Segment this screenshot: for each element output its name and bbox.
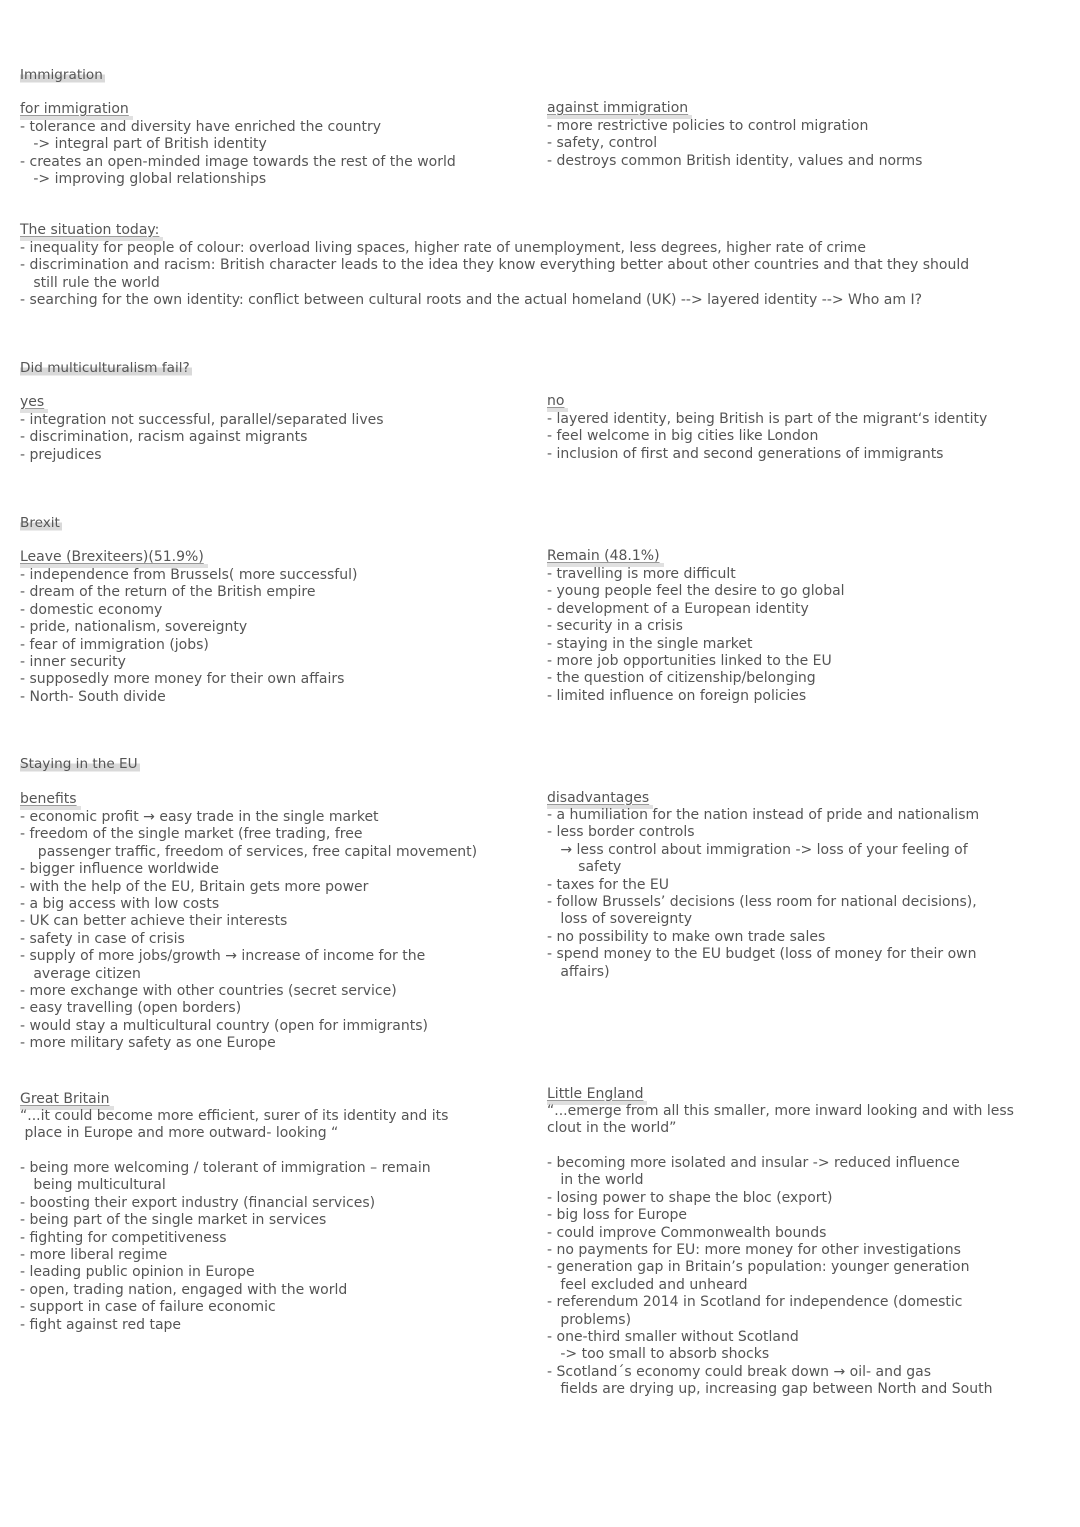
list-item: - North- South divide	[20, 688, 166, 705]
list-item: - open, trading nation, engaged with the world	[20, 1281, 348, 1298]
list-item: passenger traffic, freedom of services, free capital movement)	[20, 843, 478, 860]
list-item: - more job opportunities linked to the EU	[547, 653, 832, 670]
list-item: - more exchange with other countries (secret service)	[20, 983, 397, 1000]
list-item: - a big access with low costs	[20, 896, 220, 913]
list-item: - inclusion of first and second generations of immigrants	[547, 445, 944, 462]
section-heading-immigration: Immigration	[20, 67, 103, 83]
list-item: average citizen	[20, 965, 141, 982]
list-item: - domestic economy	[20, 601, 163, 618]
list-item: - Scotland´s economy could break down → oil- and gas	[547, 1363, 932, 1380]
list-item: - fear of immigration (jobs)	[20, 636, 209, 653]
section-heading-brexit: Brexit	[20, 515, 60, 531]
list-item: -> integral part of British identity	[20, 136, 267, 153]
great-britain-list	[20, 1160, 520, 1334]
list-item: - security in a crisis	[547, 618, 683, 635]
against-immigration-list	[547, 118, 1057, 170]
quote-line: clout in the world”	[547, 1120, 677, 1137]
section-heading-staying-in-eu: Staying in the EU	[20, 756, 138, 772]
list-item: feel excluded and unheard	[547, 1276, 748, 1293]
list-item: - supposedly more money for their own affairs	[20, 671, 345, 688]
list-item: - more military safety as one Europe	[20, 1035, 276, 1052]
quote-line: “...emerge from all this smaller, more inward looking and with less	[547, 1103, 1014, 1119]
list-item: -> improving global relationships	[20, 171, 267, 188]
list-item: - inner security	[20, 654, 126, 671]
list-item: problems)	[547, 1311, 632, 1328]
list-item: - creates an open-minded image towards the rest of the world	[20, 153, 456, 170]
list-item: - staying in the single market	[547, 635, 753, 652]
list-item: affairs)	[547, 963, 610, 980]
list-item: - travelling is more difficult	[547, 566, 736, 582]
list-item: - safety, control	[547, 135, 658, 152]
list-item: - safety in case of crisis	[20, 930, 185, 947]
list-item: - follow Brussels’ decisions (less room for national decisions),	[547, 894, 977, 911]
little-england-list	[547, 1155, 1057, 1399]
no-list	[547, 411, 1057, 463]
list-item: - becoming more isolated and insular -> reduced influence	[547, 1155, 960, 1171]
list-item: → less control about immigration -> loss of your feeling of	[547, 841, 968, 858]
no-title: no	[547, 393, 565, 409]
list-item: - referendum 2014 in Scotland for independence (domestic	[547, 1294, 963, 1311]
remain-list	[547, 566, 1057, 705]
quote-line: “...it could become more efficient, surer of its identity and its	[20, 1108, 449, 1124]
list-item: fields are drying up, increasing gap between North and South	[547, 1381, 993, 1398]
situation-today-title: The situation today:	[20, 222, 160, 238]
remain-title: Remain (48.1%)	[547, 548, 660, 564]
list-item: - young people feel the desire to go global	[547, 583, 845, 600]
list-item: still rule the world	[20, 274, 160, 291]
list-item: - integration not successful, parallel/separated lives	[20, 412, 384, 428]
great-britain-quote	[20, 1108, 520, 1143]
list-item: - losing power to shape the bloc (export)	[547, 1189, 833, 1206]
list-item: - the question of citizenship/belonging	[547, 670, 816, 687]
list-item: - more restrictive policies to control migration	[547, 118, 869, 134]
list-item: - would stay a multicultural country (open for immigrants)	[20, 1017, 428, 1034]
list-item: - searching for the own identity: conflict between cultural roots and the actual homeland (UK) --> layered identity --> Who am I?	[20, 292, 923, 309]
for-immigration-title: for immigration	[20, 101, 129, 117]
list-item: -> too small to absorb shocks	[547, 1346, 770, 1363]
quote-line: place in Europe and more outward- looking “	[20, 1125, 339, 1142]
benefits-list	[20, 809, 520, 1053]
list-item: - feel welcome in big cities like London	[547, 428, 819, 445]
list-item: - discrimination and racism: British character leads to the idea they know everything better about other countries and that they should	[20, 257, 970, 274]
list-item: - being part of the single market in services	[20, 1212, 327, 1229]
list-item: - fighting for competitiveness	[20, 1229, 227, 1246]
list-item: - discrimination, racism against migrants	[20, 429, 308, 446]
list-item: - UK can better achieve their interests	[20, 913, 288, 930]
list-item: - pride, nationalism, sovereignty	[20, 619, 248, 636]
great-britain-title: Great Britain	[20, 1091, 110, 1107]
list-item: - layered identity, being British is part of the migrant‘s identity	[547, 411, 988, 427]
list-item: - destroys common British identity, values and norms	[547, 152, 923, 169]
list-item: - a humiliation for the nation instead of pride and nationalism	[547, 807, 980, 823]
list-item: - one-third smaller without Scotland	[547, 1329, 799, 1346]
list-item: - leading public opinion in Europe	[20, 1264, 255, 1281]
list-item: - independence from Brussels( more successful)	[20, 567, 358, 583]
list-item: - prejudices	[20, 446, 102, 463]
list-item: - dream of the return of the British empire	[20, 584, 316, 601]
disadvantages-title: disadvantages	[547, 790, 650, 806]
list-item: - no payments for EU: more money for other investigations	[547, 1242, 961, 1259]
list-item: loss of sovereignty	[547, 911, 693, 928]
little-england-title: Little England	[547, 1086, 644, 1102]
list-item: - taxes for the EU	[547, 876, 670, 893]
against-immigration-title: against immigration	[547, 100, 689, 116]
list-item: - development of a European identity	[547, 600, 809, 617]
list-item: - tolerance and diversity have enriched the country	[20, 119, 382, 135]
little-england-quote	[547, 1103, 1057, 1138]
list-item: - limited influence on foreign policies	[547, 687, 807, 704]
list-item: - big loss for Europe	[547, 1207, 688, 1224]
leave-list	[20, 567, 530, 706]
disadvantages-list	[547, 807, 1057, 981]
list-item: - with the help of the EU, Britain gets more power	[20, 878, 369, 895]
list-item: - being more welcoming / tolerant of immigration – remain	[20, 1160, 431, 1176]
list-item: - spend money to the EU budget (loss of money for their own	[547, 946, 977, 963]
list-item: in the world	[547, 1172, 644, 1189]
list-item: - support in case of failure economic	[20, 1299, 276, 1316]
list-item: - no possibility to make own trade sales	[547, 928, 826, 945]
yes-title: yes	[20, 394, 45, 410]
for-immigration-list	[20, 119, 530, 189]
list-item: - economic profit → easy trade in the single market	[20, 809, 379, 825]
benefits-title: benefits	[20, 791, 77, 807]
list-item: - more liberal regime	[20, 1247, 168, 1264]
list-item: - generation gap in Britain’s population: younger generation	[547, 1259, 970, 1276]
yes-list	[20, 412, 530, 464]
list-item: - easy travelling (open borders)	[20, 1000, 242, 1017]
list-item: - bigger influence worldwide	[20, 861, 219, 878]
leave-title: Leave (Brexiteers)(51.9%)	[20, 549, 204, 565]
list-item: - less border controls	[547, 824, 695, 841]
list-item: - fight against red tape	[20, 1316, 182, 1333]
situation-today-list	[20, 240, 1060, 310]
list-item: safety	[547, 859, 622, 876]
list-item: - boosting their export industry (financial services)	[20, 1194, 376, 1211]
list-item: being multicultural	[20, 1177, 166, 1194]
list-item: - freedom of the single market (free trading, free	[20, 826, 363, 843]
section-heading-multiculturalism: Did multiculturalism fail?	[20, 360, 190, 376]
list-item: - supply of more jobs/growth → increase of income for the	[20, 948, 426, 965]
list-item: - could improve Commonwealth bounds	[547, 1224, 827, 1241]
list-item: - inequality for people of colour: overload living spaces, higher rate of unemployment, less degrees, higher rate of crime	[20, 240, 866, 256]
